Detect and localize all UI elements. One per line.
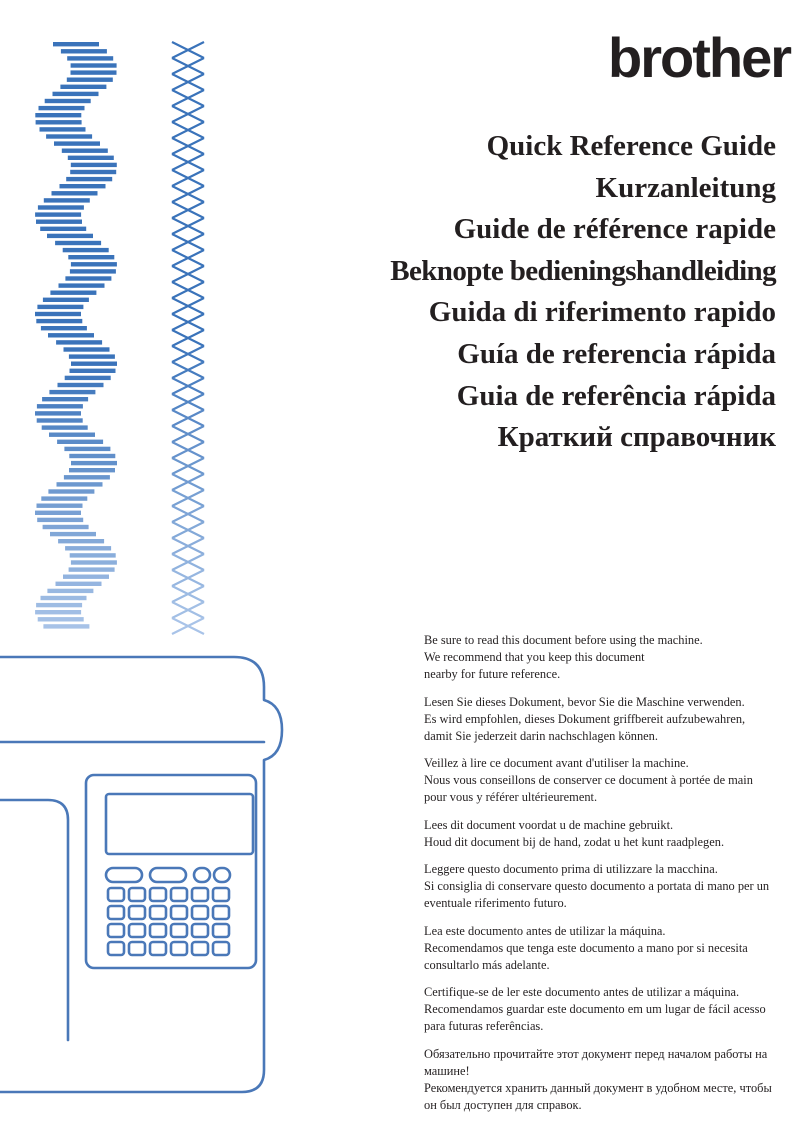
satin-stitch-bar (44, 198, 90, 202)
satin-stitch-bar (59, 283, 105, 287)
keypad-button (108, 888, 124, 901)
satin-stitch-bar (56, 582, 102, 586)
satin-stitch-bar (35, 113, 81, 117)
keypad-button (171, 924, 187, 937)
satin-stitch-bar (49, 433, 95, 437)
cross-stitch (172, 554, 204, 570)
note-dutch: Lees dit document voordat u de machine gebruikt. Houd dit document bij de hand, zodat u het kunt raadplegen. (424, 817, 725, 849)
satin-stitch-bar (58, 383, 104, 387)
satin-stitch-bar (70, 553, 116, 557)
satin-stitch-bar (71, 362, 117, 366)
title-english: Quick Reference Guide (486, 130, 776, 162)
satin-stitch-bar (54, 141, 100, 145)
keypad-button (150, 942, 166, 955)
keypad-button (150, 868, 186, 882)
note-portuguese: Certifique-se de ler este documento antes de utilizar a máquina. Recomendamos guardar este documento em um lugar de fácil acesso para futuras referências. (424, 985, 766, 1033)
satin-stitch-bar (46, 134, 92, 138)
keypad-button (194, 868, 210, 882)
satin-stitch-bar (43, 525, 89, 529)
satin-stitch-bar (45, 99, 91, 103)
satin-stitch-bar (47, 589, 93, 593)
keypad-button (213, 924, 229, 937)
cross-stitch (172, 298, 204, 314)
keypad-button (129, 888, 145, 901)
satin-stitch-bar (61, 49, 107, 53)
satin-stitch-bar (71, 63, 117, 67)
sewing-machine-illustration (0, 657, 282, 1092)
cross-stitch (172, 426, 204, 442)
satin-stitch-bar (48, 333, 94, 337)
title-russian: Краткий справочник (497, 421, 776, 454)
keypad-button (213, 942, 229, 955)
satin-stitch-bar (65, 276, 111, 280)
cross-stitch (172, 490, 204, 506)
note-russian: Обязательно прочитайте этот документ перед началом работы на машине! Рекомендуется хранить данный документ в удобном месте, чтобы он был доступен для справок. (424, 1046, 772, 1112)
cross-stitch-pattern (172, 42, 204, 634)
guide-titles (390, 126, 776, 459)
title-spanish: Guía de referencia rápida (457, 337, 776, 370)
satin-stitch-bar (42, 425, 88, 429)
satin-stitch-bar (49, 390, 95, 394)
keypad-button (192, 942, 208, 955)
satin-stitch-bar (43, 298, 89, 302)
satin-stitch-bar (70, 369, 116, 373)
satin-stitch-bar (65, 546, 111, 550)
satin-stitch-bar (71, 262, 117, 266)
cross-stitch (172, 218, 204, 234)
cross-stitch (172, 346, 204, 362)
keypad-button (129, 924, 145, 937)
cross-stitch (172, 122, 204, 138)
lcd-screen (106, 794, 253, 854)
cross-stitch (172, 442, 204, 458)
cross-stitch (172, 74, 204, 90)
cross-stitch (172, 250, 204, 266)
cross-stitch (172, 618, 204, 634)
keypad-button (213, 888, 229, 901)
cross-stitch (172, 314, 204, 330)
satin-stitch-bar (35, 511, 81, 515)
keypad-buttons (106, 868, 230, 955)
satin-stitch-bar (35, 212, 81, 216)
keypad-button (150, 906, 166, 919)
title-german: Kurzanleitung (595, 171, 776, 204)
satin-stitch-bar (56, 340, 102, 344)
satin-stitch-bar (47, 234, 93, 238)
satin-stitch-bar (64, 475, 110, 479)
cross-stitch (172, 602, 204, 618)
satin-stitch-bar (67, 78, 113, 82)
cross-stitch (172, 266, 204, 282)
title-portuguese: Guia de referência rápida (456, 379, 776, 412)
keypad-button (214, 868, 230, 882)
satin-stitch-bar (63, 248, 109, 252)
satin-stitch-bar (58, 539, 104, 543)
satin-stitch-bar (48, 489, 94, 493)
satin-stitch-bar (68, 156, 114, 160)
satin-stitch-bar (43, 624, 89, 628)
satin-stitch-bar (35, 312, 81, 316)
cross-stitch (172, 330, 204, 346)
keypad-button (106, 868, 142, 882)
cross-stitch (172, 570, 204, 586)
keypad-button (171, 906, 187, 919)
cross-stitch (172, 458, 204, 474)
title-french: Guide de référence rapide (453, 213, 776, 246)
satin-stitch-bar (57, 440, 103, 444)
satin-stitch-bar (37, 418, 83, 422)
satin-stitch-bar (70, 170, 116, 174)
keypad-button (192, 888, 208, 901)
cross-stitch (172, 474, 204, 490)
satin-stitch-bar (36, 220, 82, 224)
keypad-button (192, 906, 208, 919)
satin-stitch-bar (71, 560, 117, 564)
note-spanish: Lea este documento antes de utilizar la máquina. Recomendamos que tenga este documento a mano por si necesita consultarlo más adelante. (424, 923, 748, 972)
cross-stitch (172, 378, 204, 394)
satin-stitch-bar (39, 106, 85, 110)
keypad-button (192, 924, 208, 937)
satin-stitch-bar (69, 567, 115, 571)
satin-stitch-bar (69, 354, 115, 358)
satin-stitch-bar (70, 269, 116, 273)
satin-stitch-bar (53, 92, 99, 96)
cross-stitch (172, 522, 204, 538)
read-before-use-notes (424, 632, 784, 1124)
satin-stitch-bar (36, 120, 82, 124)
satin-stitch-bar (55, 241, 101, 245)
keypad-button (129, 906, 145, 919)
satin-stitch-bar (71, 70, 117, 74)
cross-stitch (172, 362, 204, 378)
satin-stitch-bar (37, 518, 83, 522)
satin-stitch-bar (60, 85, 106, 89)
satin-stitch-bar (35, 610, 81, 614)
satin-stitch-bar (64, 447, 110, 451)
satin-stitch-bar (52, 191, 98, 195)
satin-stitch-bar (63, 575, 109, 579)
keypad-button (150, 888, 166, 901)
brand-logo: brother (608, 26, 790, 89)
note-italian: Leggere questo documento prima di utilizzare la macchina. Si consiglia di conservare questo documento a portata di mano per un eventuale riferimento futuro. (424, 862, 770, 910)
title-dutch: Beknopte bedieningshandleiding (390, 254, 776, 287)
keypad-button (108, 942, 124, 955)
keypad-button (108, 906, 124, 919)
satin-stitch-bar (65, 376, 111, 380)
cross-stitch (172, 538, 204, 554)
satin-stitch-bar (40, 227, 86, 231)
machine-window-outline (0, 800, 68, 1040)
satin-stitch-bar (71, 163, 117, 167)
keypad-button (108, 924, 124, 937)
satin-stitch-bar (50, 291, 96, 295)
satin-stitch-bar (41, 326, 87, 330)
keypad-button (213, 906, 229, 919)
cross-stitch (172, 106, 204, 122)
title-italian: Guida di riferimento rapido (428, 296, 776, 329)
cross-stitch (172, 170, 204, 186)
satin-stitch-bar (41, 596, 87, 600)
satin-stitch-bar (38, 205, 84, 209)
cross-stitch (172, 58, 204, 74)
satin-stitch-bar (60, 184, 106, 188)
cross-stitch (172, 90, 204, 106)
satin-stitch-bar (66, 177, 112, 181)
cross-stitch (172, 394, 204, 410)
satin-stitch-bar (40, 127, 86, 131)
cross-stitch (172, 410, 204, 426)
satin-stitch-bar (64, 347, 110, 351)
satin-stitch-bar (37, 504, 83, 508)
satin-stitch-bar (53, 42, 99, 46)
cross-stitch (172, 138, 204, 154)
satin-stitch-bar (68, 255, 114, 259)
satin-stitch-bar (36, 603, 82, 607)
keypad-button (129, 942, 145, 955)
keypad-button (171, 888, 187, 901)
satin-stitch-bar (42, 397, 88, 401)
satin-stitch-bar (37, 305, 83, 309)
satin-stitch-bar (38, 617, 84, 621)
satin-stitch-bar (71, 461, 117, 465)
keypad-button (171, 942, 187, 955)
satin-stitch-bar (50, 532, 96, 536)
satin-stitch-bar (62, 149, 108, 153)
keypad-button (150, 924, 166, 937)
satin-stitch-bar (69, 468, 115, 472)
satin-stitch-bar (57, 482, 103, 486)
cross-stitch (172, 154, 204, 170)
note-german: Lesen Sie dieses Dokument, bevor Sie die Maschine verwenden. Es wird empfohlen, dieses Dokument griffbereit aufzubewahren, damit Sie jederzeit darin nachschlagen können. (424, 694, 746, 743)
cross-stitch (172, 282, 204, 298)
cross-stitch (172, 234, 204, 250)
satin-stitch-bar (35, 411, 81, 415)
note-french: Veillez à lire ce document avant d'utiliser la machine. Nous vous conseillons de conserver ce document à portée de main pour vous y référer ultérieurement. (424, 756, 753, 804)
cross-stitch (172, 586, 204, 602)
satin-stitch-bar (69, 454, 115, 458)
cross-stitch (172, 506, 204, 522)
satin-stitch-pattern (35, 42, 117, 629)
satin-stitch-bar (41, 496, 87, 500)
satin-stitch-bar (67, 56, 113, 60)
cross-stitch (172, 202, 204, 218)
satin-stitch-bar (37, 404, 83, 408)
satin-stitch-bar (36, 319, 82, 323)
note-english: Be sure to read this document before using the machine. We recommend that you keep this document nearby for future reference. (424, 633, 703, 681)
cross-stitch (172, 186, 204, 202)
cross-stitch (172, 42, 204, 58)
